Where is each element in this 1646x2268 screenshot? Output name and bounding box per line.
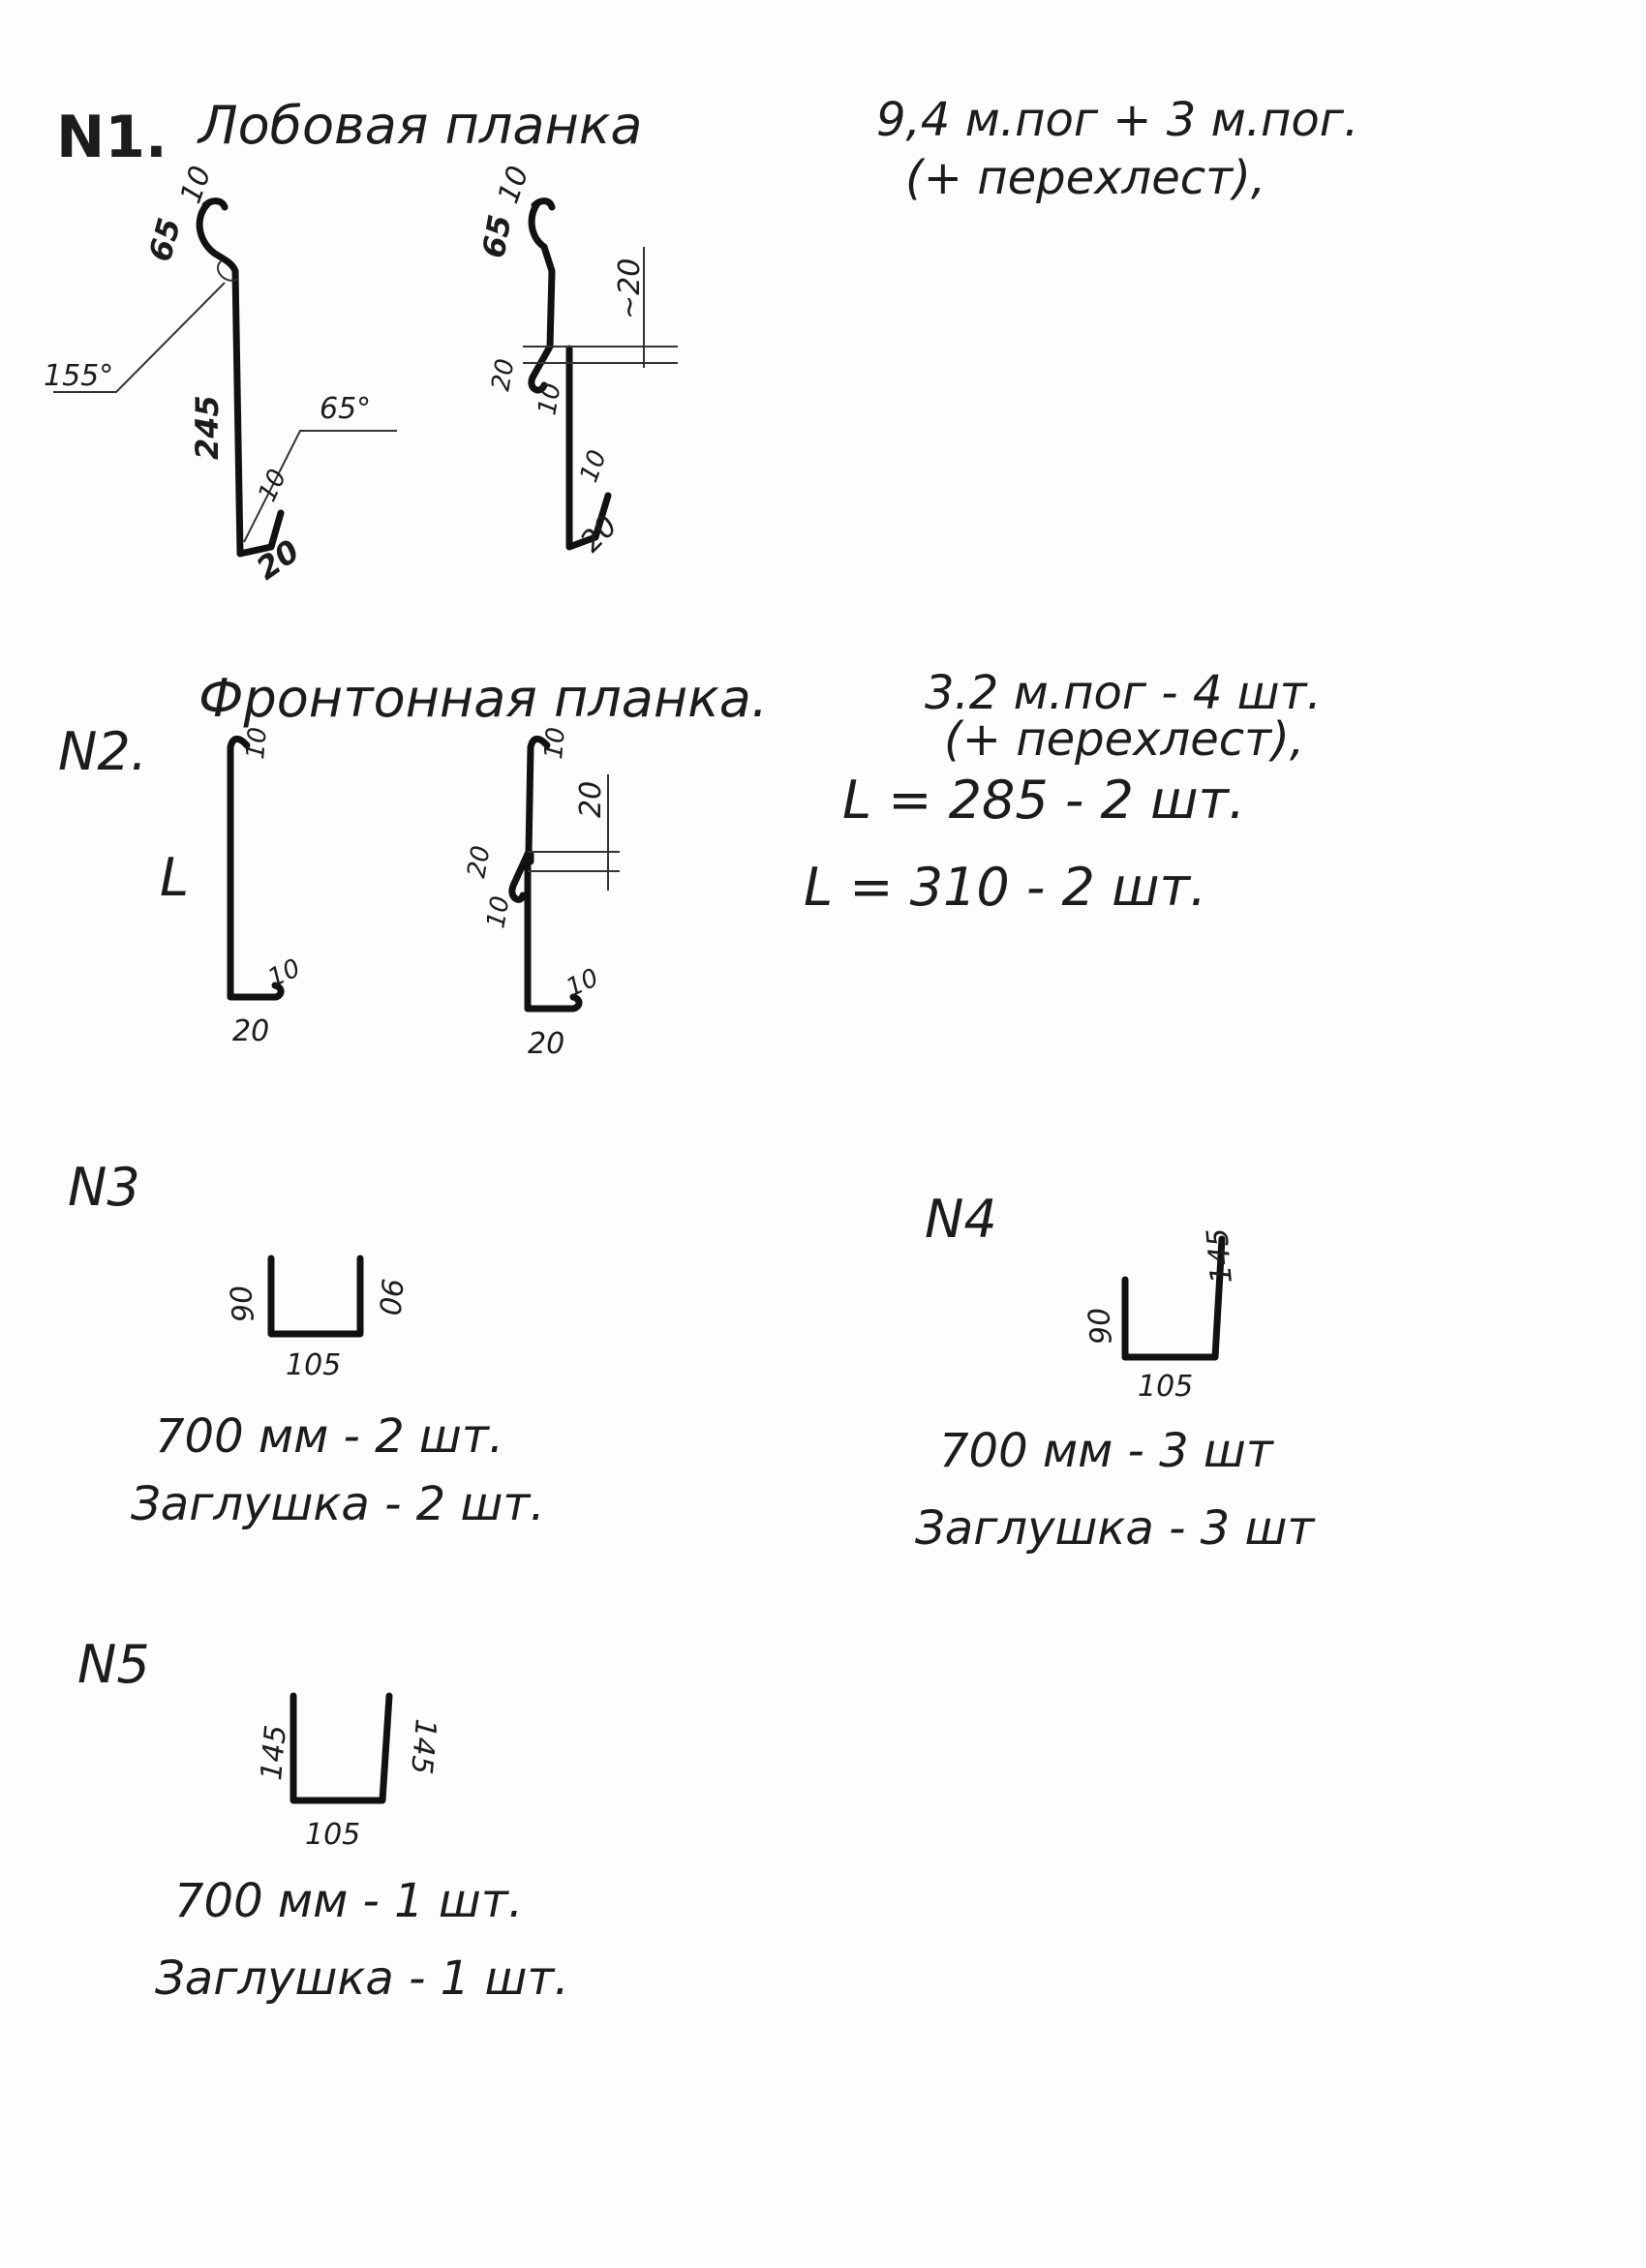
bottom-label: 105 (1138, 1370, 1194, 1404)
side-fold-label: 20 (462, 843, 497, 881)
upper-segment-label: 65 (474, 211, 519, 261)
side-fold-label: 20 (486, 356, 521, 394)
section5-line2: Заглушка - 1 шт. (155, 1951, 569, 2006)
bottom-fold-label: 20 (528, 1027, 565, 1061)
main-length-label: 245 (189, 395, 226, 460)
section1-quantity-line2: (+ перехлест), (905, 151, 1266, 205)
top-hook-label: 10 (491, 161, 536, 208)
section4-profile (1082, 1226, 1239, 1404)
upper-segment-label: 65 (141, 214, 189, 266)
bottom-hook-label: 10 (263, 953, 305, 994)
section3-line2: Заглушка - 2 шт. (131, 1477, 545, 1531)
section3-number: N3 (68, 1157, 140, 1218)
top-hook-label: 10 (241, 726, 273, 761)
profile-line (230, 739, 281, 997)
section2-length-a: L = 285 - 2 шт. (842, 770, 1246, 831)
length-label: L (160, 847, 190, 908)
section3-line1: 700 мм - 2 шт. (155, 1409, 504, 1464)
left-label: 90 (1082, 1306, 1119, 1346)
section5-profile (255, 1696, 442, 1852)
side-hook-label: 10 (481, 893, 516, 931)
top-hook-label: 10 (539, 726, 571, 761)
angle-lower-label: 65° (320, 392, 372, 426)
section1-profile-a (44, 162, 397, 588)
u-profile-line (293, 1696, 389, 1800)
bottom-hook-label: 10 (562, 963, 603, 1004)
section2-quantity-line2: (+ перехлест), (944, 712, 1305, 767)
angle-upper-label: 155° (44, 359, 114, 393)
section2-length-b: L = 310 - 2 шт. (804, 857, 1207, 918)
bottom-fold-label: 20 (232, 1014, 270, 1048)
u-profile-line (271, 1258, 360, 1334)
section2-profile-a (160, 726, 305, 1048)
right-label: 90 (371, 1277, 409, 1317)
right-label: 145 (404, 1717, 442, 1776)
left-label: 145 (255, 1723, 293, 1782)
section5-line1: 700 мм - 1 шт. (174, 1874, 524, 1928)
section4-number: N4 (925, 1189, 997, 1250)
overlap-label: 20 (574, 780, 608, 818)
bottom-hook-label: 10 (574, 446, 613, 487)
section3-profile (225, 1258, 409, 1382)
section2-title: Фронтонная планка. (198, 668, 769, 729)
section4-line2: Заглушка - 3 шт (915, 1501, 1315, 1556)
left-label: 90 (224, 1284, 261, 1324)
section1-quantity-line1: 9,4 м.пог + 3 м.пог. (876, 93, 1359, 147)
section5-number: N5 (77, 1634, 150, 1695)
section4-line1: 700 мм - 3 шт (939, 1424, 1273, 1478)
section2-profile-b (462, 726, 620, 1061)
bottom-hook-label: 10 (253, 465, 293, 506)
section1-profile-b (474, 162, 678, 559)
side-hook-label: 10 (533, 380, 567, 418)
section1-title: Лобовая планка (198, 95, 643, 156)
top-hook-line (205, 201, 225, 207)
bottom-label: 105 (286, 1348, 342, 1382)
overlap-label: ~20 (613, 257, 647, 319)
top-hook-label: 10 (173, 161, 219, 208)
section2-number: N2. (58, 721, 147, 782)
right-label: 145 (1201, 1226, 1239, 1285)
bottom-fold-label: 20 (573, 508, 625, 559)
section1-number: N1. (56, 104, 168, 171)
bottom-fold-label: 20 (249, 531, 307, 588)
bottom-label: 105 (305, 1818, 361, 1852)
section2-quantity-line1: 3.2 м.пог - 4 шт. (925, 666, 1322, 720)
top-hook-line (534, 201, 552, 207)
